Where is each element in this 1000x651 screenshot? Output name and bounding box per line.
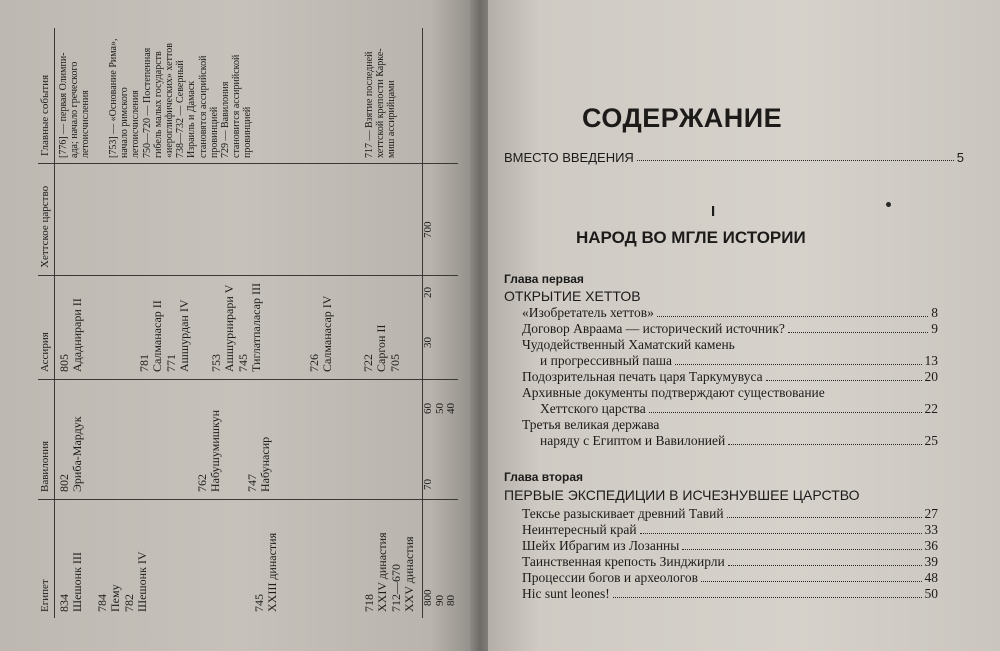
toc-entry: «Изобретатель хеттов» 8 [522,305,938,320]
babylon-entry: 747 Набунасир [245,436,273,492]
toc-intro-entry [504,150,964,165]
event-entry: [776] — первая Олимпи- ада; начало греческого летоисчисления [58,52,92,158]
egypt-entry: 745 XXIII династия [252,532,280,612]
year-label: 700 [422,221,434,238]
leader-dots [613,597,922,598]
column-divider [38,499,458,500]
toc-entry: Процессии богов и археологов 48 [522,570,938,585]
leader-dots [788,332,928,333]
entry-page: 20 [924,369,938,384]
assyria-entry: 722 Саргон II 705 [361,324,402,372]
egypt-entry: 834 Шешонк III [57,552,85,612]
chapter-label: Глава вторая [504,470,584,484]
assyria-entry: 805 Ададнирари II [57,298,85,372]
column-header-egypt: Египет [39,579,51,612]
toc-entry: Договор Авраама — исторический источник? 9 [522,321,938,336]
leader-dots [766,380,922,381]
chapter-label: Глава первая [504,272,584,286]
babylon-entry: 802 Эриба-Мардук [57,416,85,492]
right-page [488,0,1000,651]
leader-dots [682,549,921,550]
leader-dots [701,581,921,582]
leader-dots [649,412,922,413]
year-label: 60 50 40 [422,403,458,414]
leader-dots [675,364,921,365]
entry-page: 27 [924,506,938,521]
toc-entry: Архивные документы подтверждают существование Хеттского царства 22 [522,385,938,416]
entry-page: 5 [956,150,964,165]
year-label: 800 90 80 [422,589,458,606]
column-header-events: Главные события [39,74,51,156]
toc-title: СОДЕРЖАНИЕ [582,103,783,133]
toc-entry: Тексье разыскивает древний Тавий 27 [522,506,938,521]
assyria-entry: 781 Салманасар II 771 Ашшурдан IV [137,299,192,372]
column-header-babylon: Вавилония [39,440,51,492]
entry-page: 8 [931,305,938,320]
toc-entry: Подозрительная печать царя Таркумувуса 20 [522,369,938,384]
year-label: 70 [422,479,434,490]
entry-page: 9 [931,321,938,336]
assyria-entry: 753 Ашшурнирари V 745 Тиглатпаласар III [209,283,264,372]
chapter1-entries [522,305,938,449]
year-label: 20 [422,287,434,298]
entry-page: 33 [924,522,938,537]
column-header-assyria: Ассирия [39,332,51,372]
toc-entry: Неинтересный край 33 [522,522,938,537]
column-divider [38,163,458,164]
toc-entry: Чудодейственный Хаматский камень и прогрессивный паша 13 [522,337,938,368]
table-header [38,28,55,618]
leader-dots [657,316,928,317]
event-entry: 717 — Взятие последней хеттской крепости Карке- миш ассирийцами [364,48,398,158]
babylon-entry: 762 Набушумишкун [195,409,223,492]
entry-label: ВМЕСТО ВВЕДЕНИЯ [504,150,634,165]
year-label: 30 [422,337,434,348]
leader-dots [727,517,922,518]
chapter-title: ОТКРЫТИЕ ХЕТТОВ [504,288,641,304]
chapter2-entries [522,506,938,602]
toc-entry: Таинственная крепость Зинджирли 39 [522,554,938,569]
entry-page: 22 [924,401,938,416]
column-divider [38,275,458,276]
entry-page: 48 [924,570,938,585]
entry-page: 50 [924,586,938,601]
egypt-entry: 718 XXIV династия 712—670 XXV династия [362,532,417,612]
assyria-entry: 726 Салманасар IV [307,295,335,372]
egypt-entry: 784 Пему 782 Шешонк IV [95,551,150,612]
toc-entry: Шейх Ибрагим из Лозанны 36 [522,538,938,553]
entry-page: 39 [924,554,938,569]
entry-page: 25 [924,433,938,448]
leader-dots [728,565,922,566]
leader-dots [640,533,922,534]
chapter-title: ПЕРВЫЕ ЭКСПЕДИЦИИ В ИСЧЕЗНУВШЕЕ ЦАРСТВО [504,487,860,503]
event-entry: [753] — «Основание Рима», начало римского летоисчисления 750—720 — Постепенная гибель малых государств «иероглифических» хеттов 738—732 — Северный Израиль и Дамаск становятся ассирийской провинцией 729 — Вавилония становится ассирийской провинцией [108,38,254,158]
leader-dots [728,444,921,445]
part-number: I [711,203,716,220]
toc-entry: Hic sunt leones! 50 [522,586,938,601]
toc-entry: Третья великая держава наряду с Египтом и Вавилонией 25 [522,417,938,448]
part-title: НАРОД ВО МГЛЕ ИСТОРИИ [576,228,806,247]
entry-page: 36 [924,538,938,553]
left-page [0,0,478,651]
entry-page: 13 [924,353,938,368]
leader-dots [637,160,954,161]
column-header-hittite: Хеттское царство [39,185,51,268]
print-speck [886,202,891,207]
column-divider [38,379,458,380]
years-axis [422,30,458,610]
timeline-table [38,28,458,618]
